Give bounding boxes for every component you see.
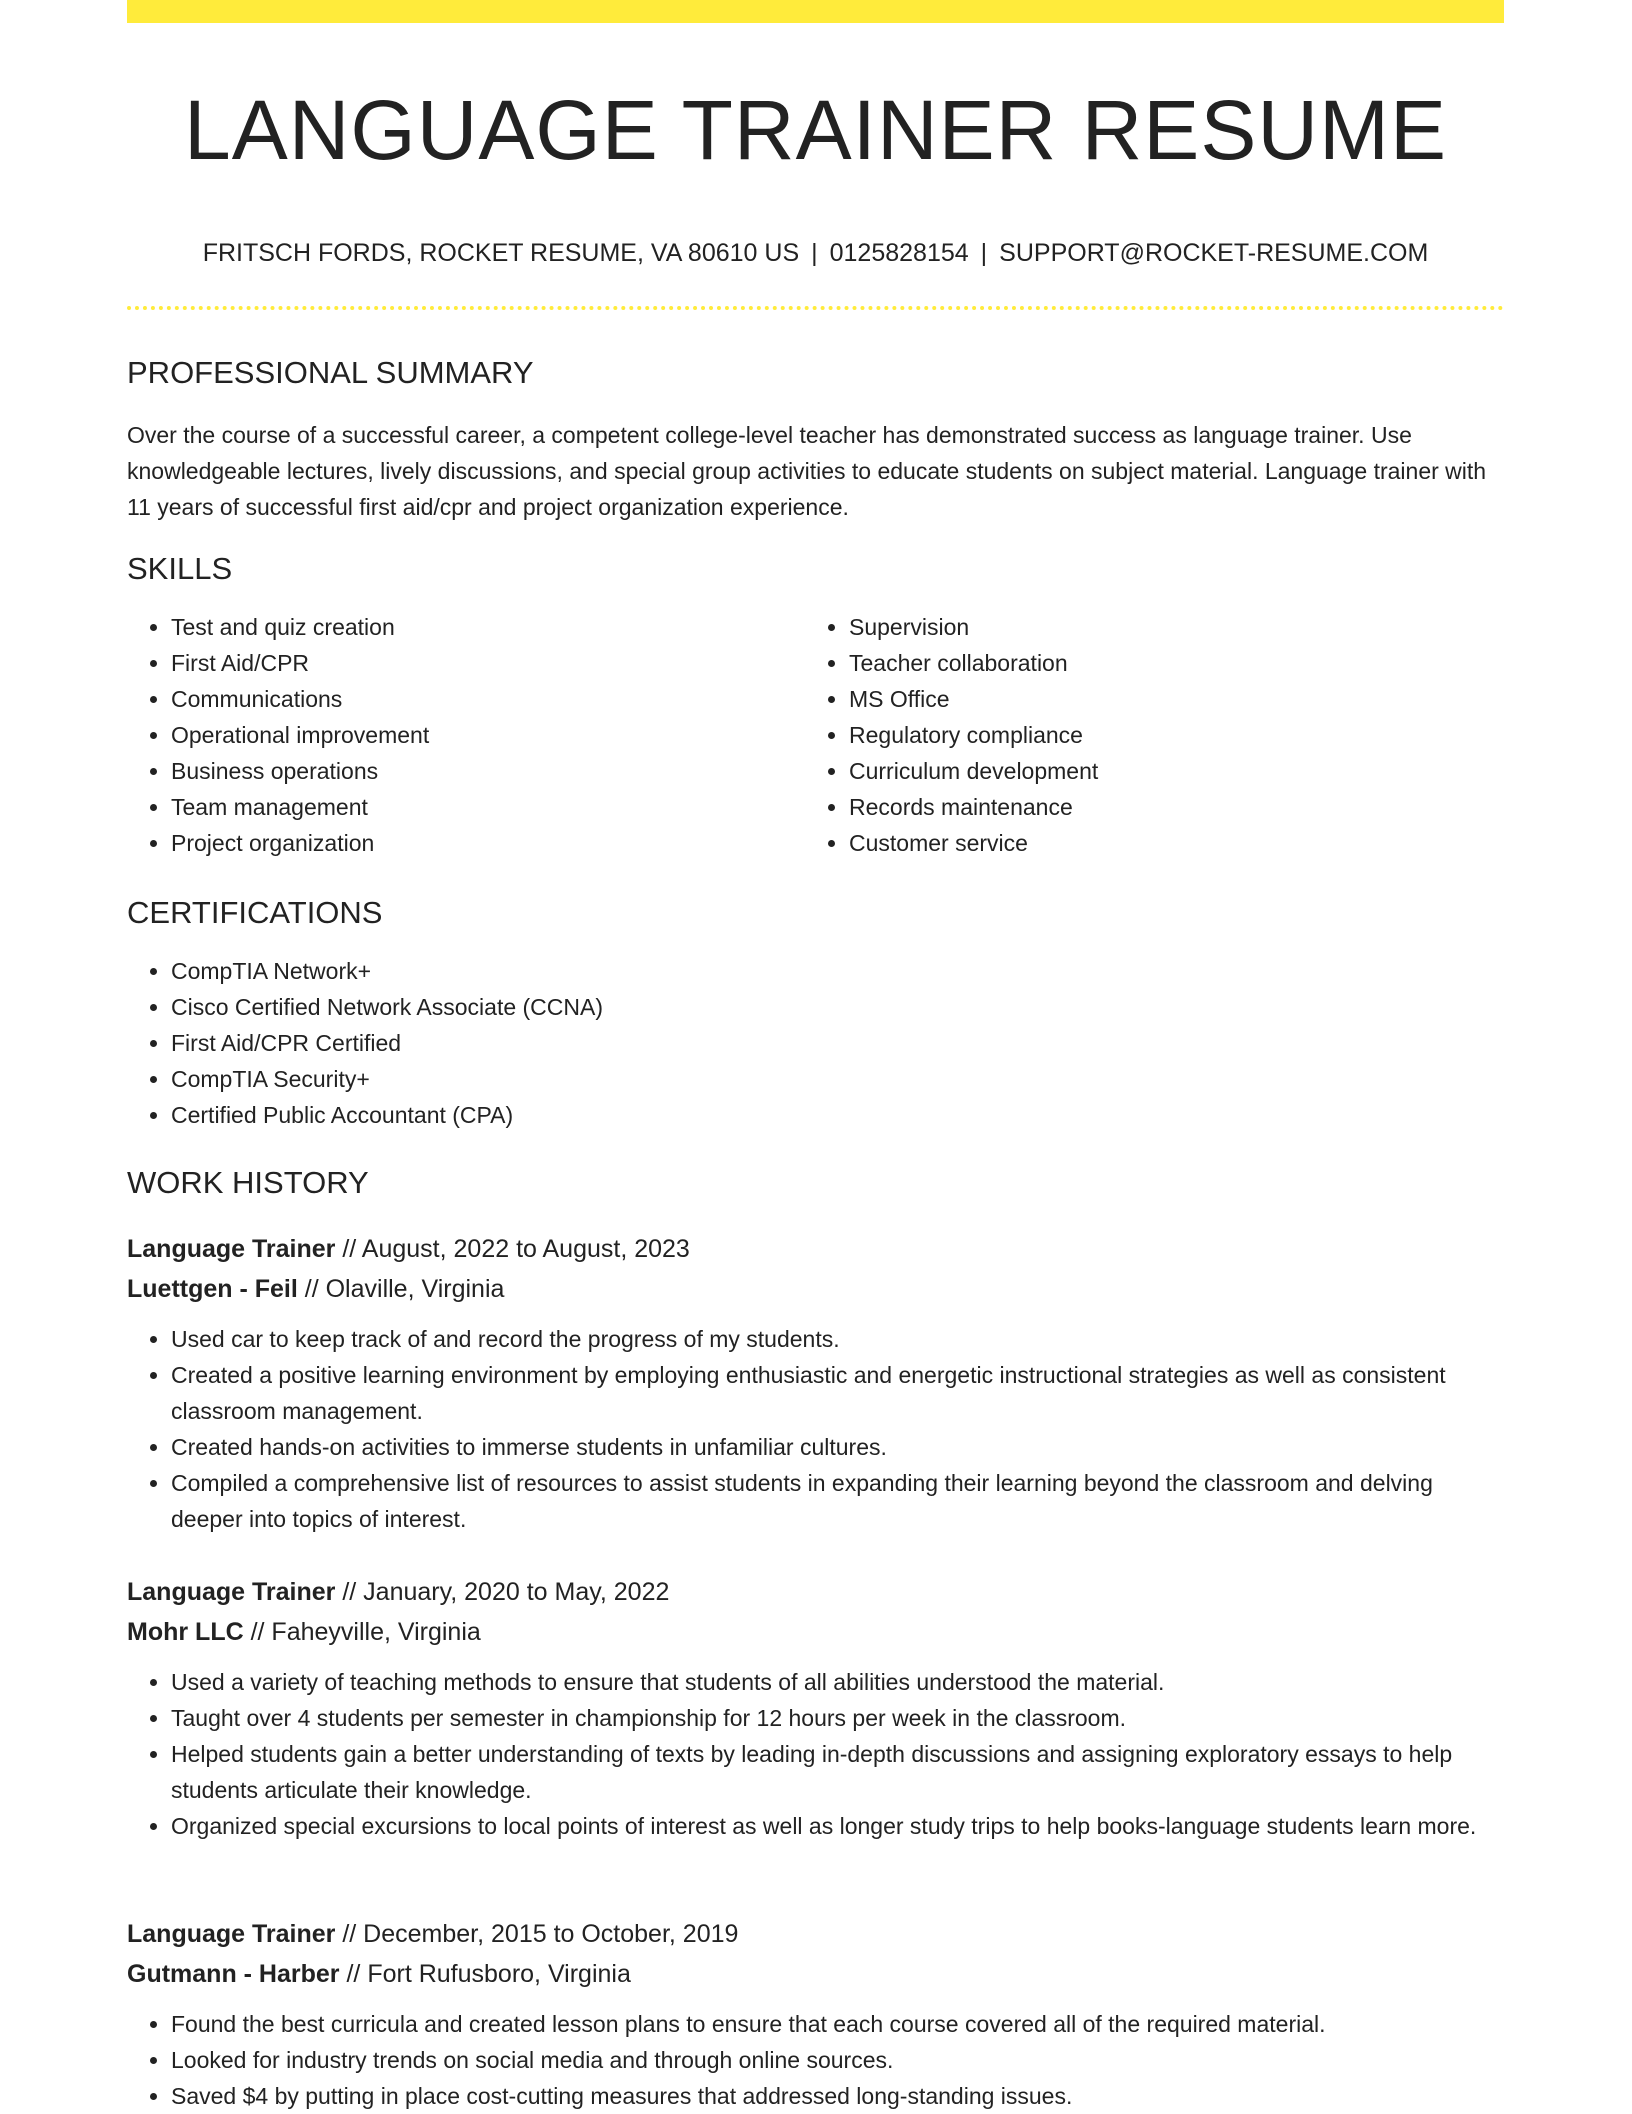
job-title-line [127, 1229, 1504, 1269]
work-history-heading: WORK HISTORY [127, 1165, 369, 1200]
job-bullet: • Found the best curricula and created lesson plans to ensure that each course covered all of the required material. [171, 2006, 1504, 2042]
accent-top-bar [127, 0, 1504, 23]
job-title: Language Trainer [127, 1920, 336, 1948]
skill-item: • Test and quiz creation [171, 609, 791, 645]
job-bullet: • Taught over 4 students per semester in championship for 12 hours per week in the classroom. [171, 1700, 1504, 1736]
job-company: Gutmann - Harber [127, 1960, 340, 1988]
job-company-line [127, 1269, 1504, 1309]
skill-item: • Records maintenance [849, 789, 1499, 825]
job-bullet: • Saved $4 by putting in place cost-cutting measures that addressed long-standing issues. [171, 2078, 1504, 2114]
job-bullets [127, 1321, 1504, 1537]
skills-list-left [127, 609, 791, 861]
job-bullet: • Organized special excursions to local points of interest as well as longer study trips to help books-language students learn more. [171, 1808, 1504, 1844]
skill-item: • Communications [171, 681, 791, 717]
job-company-line [127, 1954, 1504, 1994]
summary-text: Over the course of a successful career, a competent college-level teacher has demonstrated success as language trainer. Use knowledgeable lectures, lively discussions, and special group activities to educate students on subject material. Language trainer with 11 years of successful first aid/cpr and project organization experience. [127, 422, 1487, 520]
dotted-divider [127, 306, 1504, 310]
certification-item: • Certified Public Accountant (CPA) [171, 1097, 1371, 1133]
job-bullets [127, 2006, 1504, 2114]
certifications-list [127, 953, 1371, 1133]
job-entry [127, 1914, 1504, 2114]
job-company: Luettgen - Feil [127, 1275, 298, 1303]
skill-item: • Supervision [849, 609, 1499, 645]
job-location: // Faheyville, Virginia [243, 1618, 481, 1646]
job-company-line [127, 1612, 1504, 1652]
job-bullet: • Created a positive learning environment by employing enthusiastic and energetic instructional strategies as well as consistent classroom management. [171, 1357, 1504, 1429]
job-bullet: • Created hands-on activities to immerse students in unfamiliar cultures. [171, 1429, 1504, 1465]
job-dates: // December, 2015 to October, 2019 [335, 1920, 739, 1948]
job-bullets [127, 1664, 1504, 1844]
job-title: Language Trainer [127, 1578, 336, 1606]
job-bullet: • Helped students gain a better understanding of texts by leading in-depth discussions and assigning exploratory essays to help students articulate their knowledge. [171, 1736, 1504, 1808]
summary-heading: PROFESSIONAL SUMMARY [127, 355, 534, 390]
skill-item: • Teacher collaboration [849, 645, 1499, 681]
job-dates: // August, 2022 to August, 2023 [335, 1235, 690, 1263]
skills-heading: SKILLS [127, 551, 233, 586]
certifications-heading: CERTIFICATIONS [127, 895, 383, 930]
certification-item: • Cisco Certified Network Associate (CCNA) [171, 989, 1371, 1025]
skill-item: • Regulatory compliance [849, 717, 1499, 753]
contact-phone: 0125828154 [829, 239, 969, 267]
skill-item: • Business operations [171, 753, 791, 789]
skill-item: • Team management [171, 789, 791, 825]
skill-item: • Customer service [849, 825, 1499, 861]
job-entry [127, 1229, 1504, 1537]
skill-item: • Operational improvement [171, 717, 791, 753]
job-company: Mohr LLC [127, 1618, 244, 1646]
job-location: // Fort Rufusboro, Virginia [339, 1960, 631, 1988]
job-entry [127, 1572, 1504, 1844]
certification-item: • First Aid/CPR Certified [171, 1025, 1371, 1061]
job-title-line [127, 1914, 1504, 1954]
resume-title: LANGUAGE TRAINER RESUME [183, 83, 1448, 177]
skill-item: • Curriculum development [849, 753, 1499, 789]
job-location: // Olaville, Virginia [297, 1275, 505, 1303]
skills-list-right [805, 609, 1499, 861]
skill-item: • First Aid/CPR [171, 645, 791, 681]
job-title: Language Trainer [127, 1235, 336, 1263]
certification-item: • CompTIA Security+ [171, 1061, 1371, 1097]
job-bullet: • Compiled a comprehensive list of resources to assist students in expanding their learning beyond the classroom and delving deeper into topics of interest. [171, 1465, 1504, 1537]
job-bullet: • Used a variety of teaching methods to ensure that students of all abilities understood the material. [171, 1664, 1504, 1700]
skill-item: • Project organization [171, 825, 791, 861]
contact-line [127, 236, 1504, 270]
contact-separator: | [980, 239, 988, 267]
job-bullet: • Used car to keep track of and record the progress of my students. [171, 1321, 1504, 1357]
skill-item: • MS Office [849, 681, 1499, 717]
contact-separator: | [811, 239, 818, 267]
job-bullet: • Looked for industry trends on social media and through online sources. [171, 2042, 1504, 2078]
contact-address: FRITSCH FORDS, ROCKET RESUME, VA 80610 US [202, 239, 800, 267]
job-title-line [127, 1572, 1504, 1612]
contact-email: SUPPORT@ROCKET-RESUME.COM [999, 239, 1429, 267]
job-dates: // January, 2020 to May, 2022 [335, 1578, 670, 1606]
certification-item: • CompTIA Network+ [171, 953, 1371, 989]
